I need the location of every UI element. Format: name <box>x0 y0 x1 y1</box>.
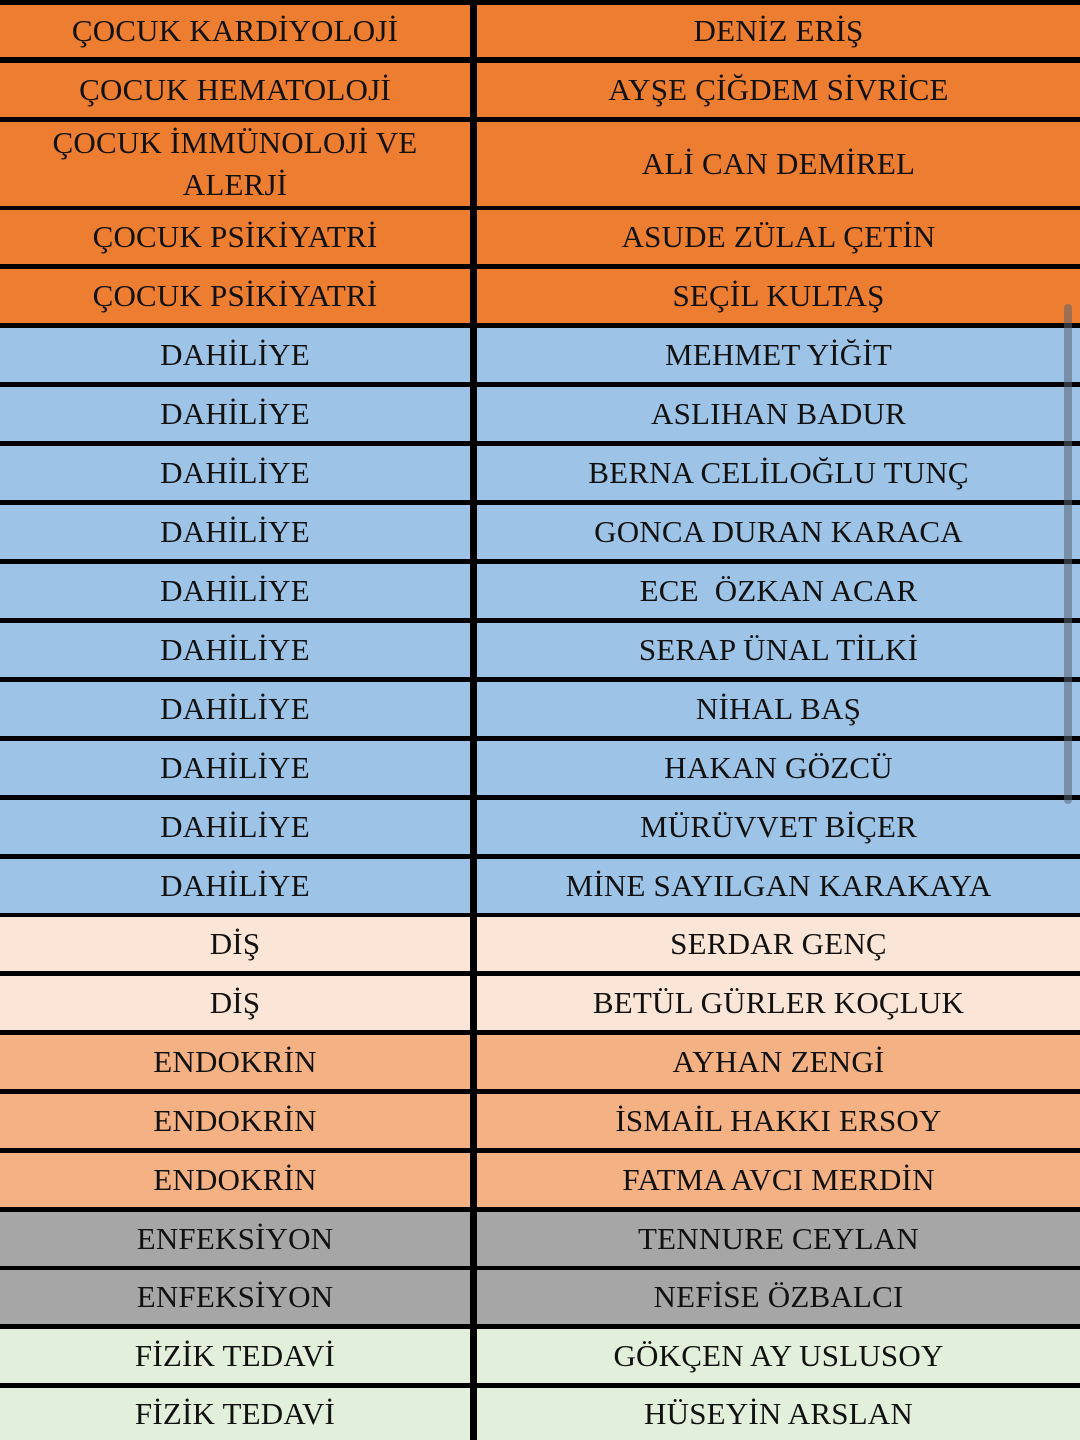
department-cell: DAHİLİYE <box>0 623 470 677</box>
table-row <box>0 387 1080 441</box>
doctor-cell: HÜSEYİN ARSLAN <box>477 1388 1080 1440</box>
department-cell: ÇOCUK PSİKİYATRİ <box>0 210 470 264</box>
doctor-cell: AYŞE ÇİĞDEM SİVRİCE <box>477 63 1080 117</box>
doctor-cell: AYHAN ZENGİ <box>477 1035 1080 1089</box>
table-row <box>0 623 1080 677</box>
doctor-cell: NİHAL BAŞ <box>477 682 1080 736</box>
doctor-cell: GÖKÇEN AY USLUSOY <box>477 1329 1080 1383</box>
doctor-cell: BERNA CELİLOĞLU TUNÇ <box>477 446 1080 500</box>
department-cell: ÇOCUK HEMATOLOJİ <box>0 63 470 117</box>
table-row <box>0 122 1080 206</box>
department-cell: ENDOKRİN <box>0 1094 470 1148</box>
table-row <box>0 1094 1080 1148</box>
doctor-cell: SERDAR GENÇ <box>477 917 1080 971</box>
table-row <box>0 741 1080 795</box>
table-row <box>0 682 1080 736</box>
table-row <box>0 1329 1080 1383</box>
department-cell: DİŞ <box>0 917 470 971</box>
doctor-cell: MEHMET YİĞİT <box>477 328 1080 382</box>
table-row <box>0 800 1080 854</box>
table-row <box>0 328 1080 382</box>
doctor-cell: GONCA DURAN KARACA <box>477 505 1080 559</box>
table-row <box>0 5 1080 57</box>
doctor-cell: SEÇİL KULTAŞ <box>477 269 1080 323</box>
department-cell: ÇOCUK KARDİYOLOJİ <box>0 5 470 57</box>
table-row <box>0 269 1080 323</box>
department-cell: DAHİLİYE <box>0 564 470 618</box>
doctor-cell: TENNURE CEYLAN <box>477 1212 1080 1266</box>
department-cell: FİZİK TEDAVİ <box>0 1388 470 1440</box>
department-cell: ÇOCUK İMMÜNOLOJİ VE ALERJİ <box>0 122 470 206</box>
table-row <box>0 446 1080 500</box>
doctor-cell: FATMA AVCI MERDİN <box>477 1153 1080 1207</box>
table-row <box>0 1153 1080 1207</box>
department-cell: ENFEKSİYON <box>0 1270 470 1324</box>
doctor-cell: MÜRÜVVET BİÇER <box>477 800 1080 854</box>
table-row <box>0 1035 1080 1089</box>
department-cell: DAHİLİYE <box>0 328 470 382</box>
doctor-cell: ALİ CAN DEMİREL <box>477 122 1080 206</box>
doctor-cell: DENİZ ERİŞ <box>477 5 1080 57</box>
table-row <box>0 1270 1080 1324</box>
department-cell: DAHİLİYE <box>0 682 470 736</box>
table-row <box>0 564 1080 618</box>
doctor-cell: SERAP ÜNAL TİLKİ <box>477 623 1080 677</box>
doctor-cell: BETÜL GÜRLER KOÇLUK <box>477 976 1080 1030</box>
doctor-cell: ASLIHAN BADUR <box>477 387 1080 441</box>
table-row <box>0 505 1080 559</box>
department-cell: ENFEKSİYON <box>0 1212 470 1266</box>
scrollbar[interactable] <box>1064 304 1072 804</box>
table-row <box>0 1212 1080 1266</box>
doctor-cell: MİNE SAYILGAN KARAKAYA <box>477 859 1080 913</box>
table-row <box>0 210 1080 264</box>
table-row <box>0 859 1080 913</box>
table-row <box>0 63 1080 117</box>
doctor-cell: İSMAİL HAKKI ERSOY <box>477 1094 1080 1148</box>
table-row <box>0 976 1080 1030</box>
department-cell: ÇOCUK PSİKİYATRİ <box>0 269 470 323</box>
department-cell: ENDOKRİN <box>0 1153 470 1207</box>
department-cell: DAHİLİYE <box>0 800 470 854</box>
doctor-cell: ASUDE ZÜLAL ÇETİN <box>477 210 1080 264</box>
table-row <box>0 1388 1080 1440</box>
doctor-cell: NEFİSE ÖZBALCI <box>477 1270 1080 1324</box>
department-cell: DAHİLİYE <box>0 741 470 795</box>
department-cell: ENDOKRİN <box>0 1035 470 1089</box>
department-cell: DİŞ <box>0 976 470 1030</box>
department-cell: DAHİLİYE <box>0 505 470 559</box>
table-row <box>0 917 1080 971</box>
department-cell: DAHİLİYE <box>0 446 470 500</box>
department-cell: DAHİLİYE <box>0 387 470 441</box>
department-cell: FİZİK TEDAVİ <box>0 1329 470 1383</box>
department-cell: DAHİLİYE <box>0 859 470 913</box>
doctor-cell: HAKAN GÖZCÜ <box>477 741 1080 795</box>
doctor-cell: ECE ÖZKAN ACAR <box>477 564 1080 618</box>
